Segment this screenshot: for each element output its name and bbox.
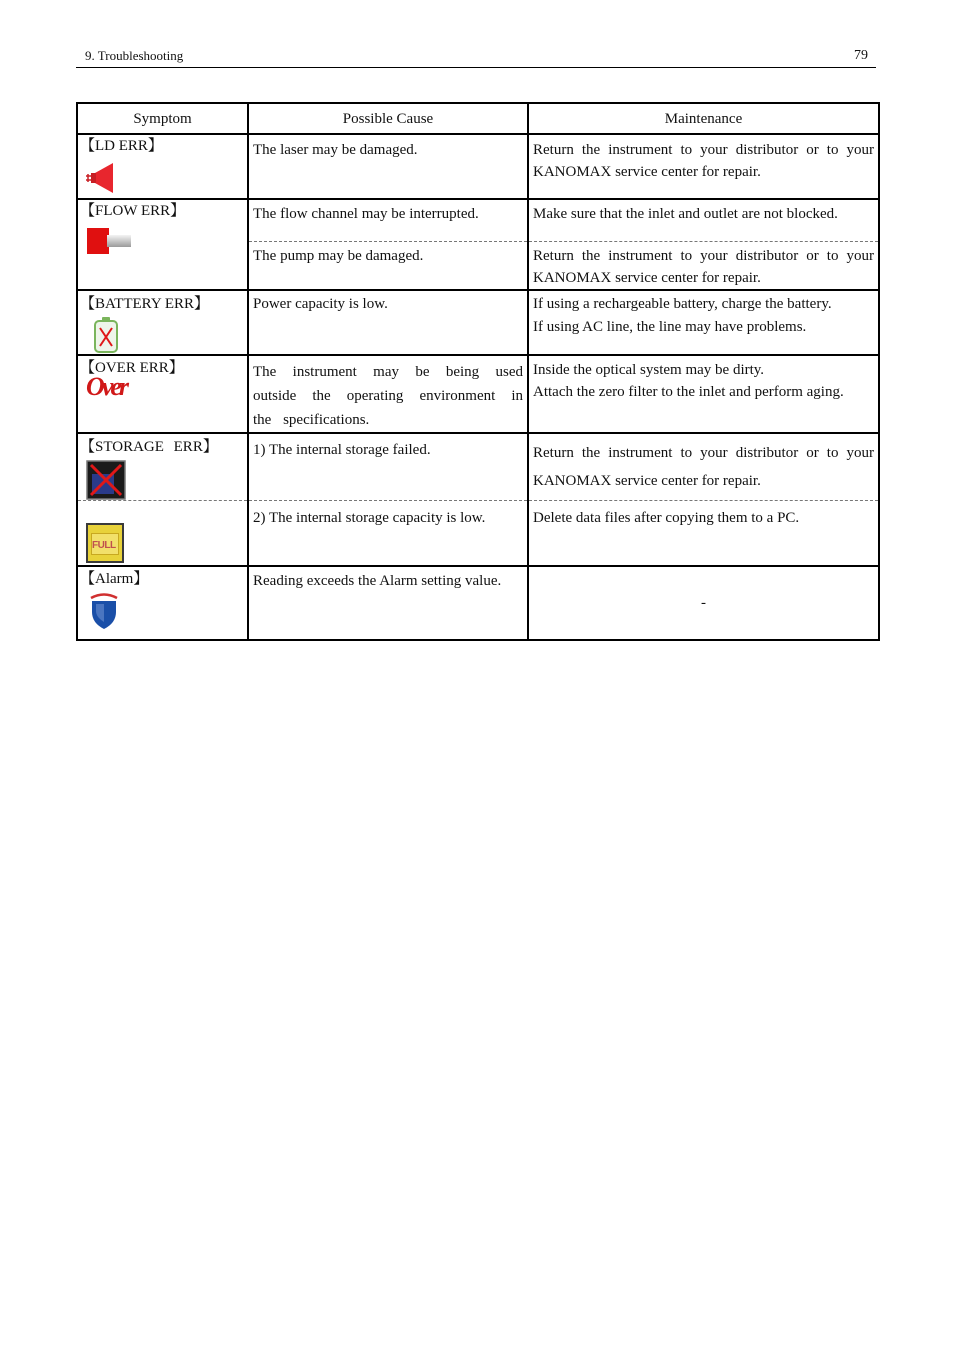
- cause-text: 2) The internal storage capacity is low.: [253, 509, 486, 526]
- section-title: 9. Troubleshooting: [85, 48, 184, 63]
- cause-cell: [248, 433, 528, 501]
- table-row: [77, 500, 879, 566]
- battery-error-icon: [93, 316, 119, 354]
- maintenance-cell: [528, 241, 879, 290]
- maintenance-cell: [528, 134, 879, 199]
- symptom-label: 【Alarm】: [80, 571, 149, 587]
- storage-error-icon: [86, 460, 126, 500]
- maintenance-text: Delete data files after copying them to a PC.: [533, 509, 800, 526]
- symptom-cell: [77, 433, 248, 501]
- maintenance-cell: [528, 566, 879, 640]
- symptom-cell: [77, 500, 248, 566]
- over-icon-text: Over: [86, 371, 126, 401]
- column-header-maintenance: Maintenance: [528, 103, 879, 134]
- cause-cell: [248, 500, 528, 566]
- column-header-symptom: Symptom: [77, 103, 248, 134]
- table-row: [77, 290, 879, 355]
- maintenance-text: Return the instrument to your distributor or to your KANOMAX service center for repair.: [533, 142, 874, 180]
- maintenance-cell: [528, 500, 879, 566]
- cause-text: Reading exceeds the Alarm setting value.: [253, 573, 502, 589]
- page-header: [76, 44, 876, 68]
- cause-cell: [248, 241, 528, 290]
- symptom-label: 【BATTERY ERR】: [80, 295, 210, 312]
- troubleshooting-table: [76, 102, 880, 641]
- maintenance-text: Make sure that the inlet and outlet are not blocked.: [533, 206, 838, 222]
- cause-cell: [248, 134, 528, 199]
- cause-text: The pump may be damaged.: [253, 247, 424, 264]
- table-header-row: [77, 103, 879, 134]
- maintenance-cell: [528, 290, 879, 355]
- table-row: [77, 433, 879, 501]
- storage-full-icon: [86, 523, 124, 563]
- maintenance-text: Return the instrument to your distributor or to your KANOMAX service center for repair.: [533, 444, 874, 489]
- alarm-icon: [88, 592, 120, 630]
- maintenance-cell: [528, 355, 879, 433]
- maintenance-text: -: [701, 595, 706, 611]
- symptom-label: 【FLOW ERR】: [80, 203, 186, 219]
- symptom-label: 【STORAGE ERR】: [80, 438, 218, 455]
- maintenance-text: Return the instrument to your distributor or to your KANOMAX service center for repair.: [533, 247, 874, 286]
- page-number: 79: [854, 48, 868, 63]
- cause-text: The laser may be damaged.: [253, 142, 418, 158]
- maintenance-cell: [528, 199, 879, 241]
- maintenance-cell: [528, 433, 879, 501]
- table-row: [77, 199, 879, 241]
- cause-text: The flow channel may be interrupted.: [253, 206, 479, 222]
- cause-text: The instrument may be being used outside the operating environment in the specifications.: [253, 363, 523, 428]
- cause-cell: [248, 566, 528, 640]
- cause-cell: [248, 355, 528, 433]
- maintenance-text: Inside the optical system may be dirty.: [533, 361, 765, 378]
- laser-icon: [85, 161, 115, 195]
- symptom-cell: [77, 290, 248, 355]
- symptom-cell: [77, 199, 248, 290]
- cause-cell: [248, 199, 528, 241]
- over-icon: [86, 371, 126, 408]
- cause-text: 1) The internal storage failed.: [253, 441, 431, 458]
- maintenance-text: If using a rechargeable battery, charge the battery.: [533, 295, 832, 312]
- symptom-label: 【OVER ERR】: [80, 359, 184, 376]
- symptom-cell: [77, 566, 248, 640]
- maintenance-text: Attach the zero filter to the inlet and perform aging.: [533, 383, 844, 400]
- cause-text: Power capacity is low.: [253, 295, 388, 312]
- symptom-label: 【LD ERR】: [80, 138, 163, 154]
- column-header-cause: Possible Cause: [248, 103, 528, 134]
- table-row: [77, 134, 879, 199]
- maintenance-text: If using AC line, the line may have problems.: [533, 318, 807, 335]
- cause-cell: [248, 290, 528, 355]
- table-row: [77, 355, 879, 433]
- symptom-cell: [77, 134, 248, 199]
- symptom-cell: [77, 355, 248, 433]
- flow-icon: [85, 226, 133, 256]
- storage-full-icon-text: FULL: [92, 539, 116, 551]
- table-row: [77, 566, 879, 640]
